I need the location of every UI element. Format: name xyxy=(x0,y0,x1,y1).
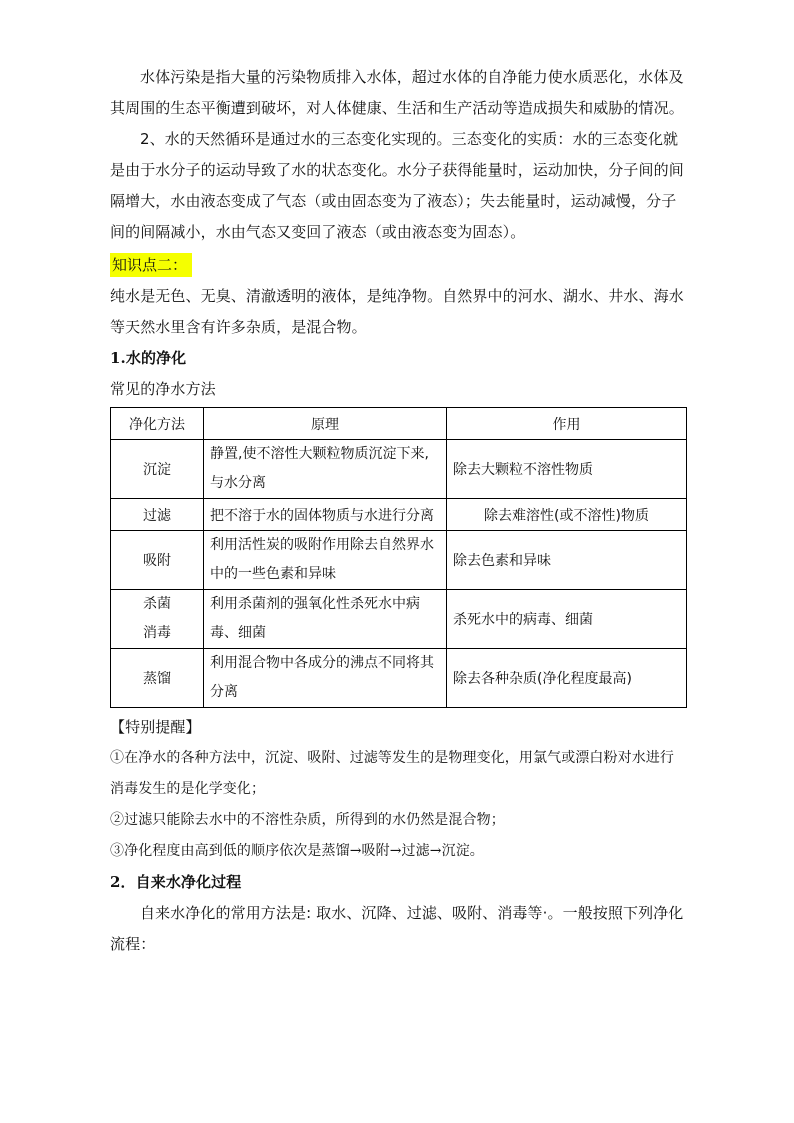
intro-paragraph-2: 2、水的天然循环是通过水的三态变化实现的。三态变化的实质：水的三态变化就是由于水分子的运动导致了水的状态变化。水分子获得能量时，运动加快，分子间的间隔增大，水由液态变成了气态（或由固态变为了液态）；失去能量时，运动减慢，分子间的间隔减小，水由气态又变回了液态（或由液态变为固态）。 xyxy=(110,130,684,241)
principle-cell: 利用杀菌剂的强氧化性杀死水中病毒、细菌 xyxy=(204,590,447,649)
principle-cell: 利用混合物中各成分的沸点不同将其分离 xyxy=(204,649,447,708)
knowledge-point-label-wrap xyxy=(110,250,686,281)
purification-methods-table xyxy=(110,407,687,708)
effect-cell: 除去色素和异味 xyxy=(447,531,687,590)
header-principle: 原理 xyxy=(204,408,447,440)
table-row xyxy=(111,649,687,708)
table-row xyxy=(111,440,687,499)
table-row xyxy=(111,590,687,649)
section1-title: 1.水的净化 xyxy=(110,349,187,367)
knowledge-point-label: 知识点二： xyxy=(110,253,192,277)
effect-cell: 除去大颗粒不溶性物质 xyxy=(447,440,687,499)
table-caption: 常见的净水方法 xyxy=(110,380,216,398)
knowledge-point-text: 纯水是无色、无臭、清澈透明的液体，是纯净物。自然界中的河水、湖水、井水、海水等天然水里含有许多杂质，是混合物。 xyxy=(110,287,684,336)
principle-cell: 静置,使不溶性大颗粒物质沉淀下来,与水分离 xyxy=(204,440,447,499)
method-cell-text: 杀菌消毒 xyxy=(142,596,171,641)
reminder-item-1: ①在净水的各种方法中，沉淀、吸附、过滤等发生的是物理变化，用氯气或漂白粉对水进行消毒发生的是化学变化； xyxy=(110,750,674,797)
header-method: 净化方法 xyxy=(111,408,204,440)
method-cell xyxy=(111,590,204,649)
method-cell: 蒸馏 xyxy=(111,649,204,708)
principle-cell: 把不溶于水的固体物质与水进行分离 xyxy=(204,499,447,531)
header-effect: 作用 xyxy=(447,408,687,440)
effect-cell: 杀死水中的病毒、细菌 xyxy=(447,590,687,649)
document-page xyxy=(110,62,686,960)
method-cell: 吸附 xyxy=(111,531,204,590)
reminder-item-3: ③净化程度由高到低的顺序依次是蒸馏→吸附→过滤→沉淀。 xyxy=(110,843,484,859)
table-row xyxy=(111,531,687,590)
table-row xyxy=(111,499,687,531)
method-cell: 沉淀 xyxy=(111,440,204,499)
section2-text: 自来水净化的常用方法是: 取水、沉降、过滤、吸附、消毒等·。一般按照下列净化流程： xyxy=(110,904,684,953)
section2-title: 2．自来水净化过程 xyxy=(110,873,242,891)
reminder-title: 【特别提醒】 xyxy=(110,718,201,736)
effect-cell: 除去难溶性(或不溶性)物质 xyxy=(447,499,687,531)
table-header-row xyxy=(111,408,687,440)
intro-paragraph-1: 水体污染是指大量的污染物质排入水体，超过水体的自净能力使水质恶化，水体及其周围的生态平衡遭到破坏，对人体健康、生活和生产活动等造成损失和威胁的情况。 xyxy=(110,68,684,117)
effect-cell: 除去各种杂质(净化程度最高) xyxy=(447,649,687,708)
principle-cell: 利用活性炭的吸附作用除去自然界水中的一些色素和异味 xyxy=(204,531,447,590)
method-cell: 过滤 xyxy=(111,499,204,531)
reminder-item-2: ②过滤只能除去水中的不溶性杂质，所得到的水仍然是混合物； xyxy=(110,812,505,828)
